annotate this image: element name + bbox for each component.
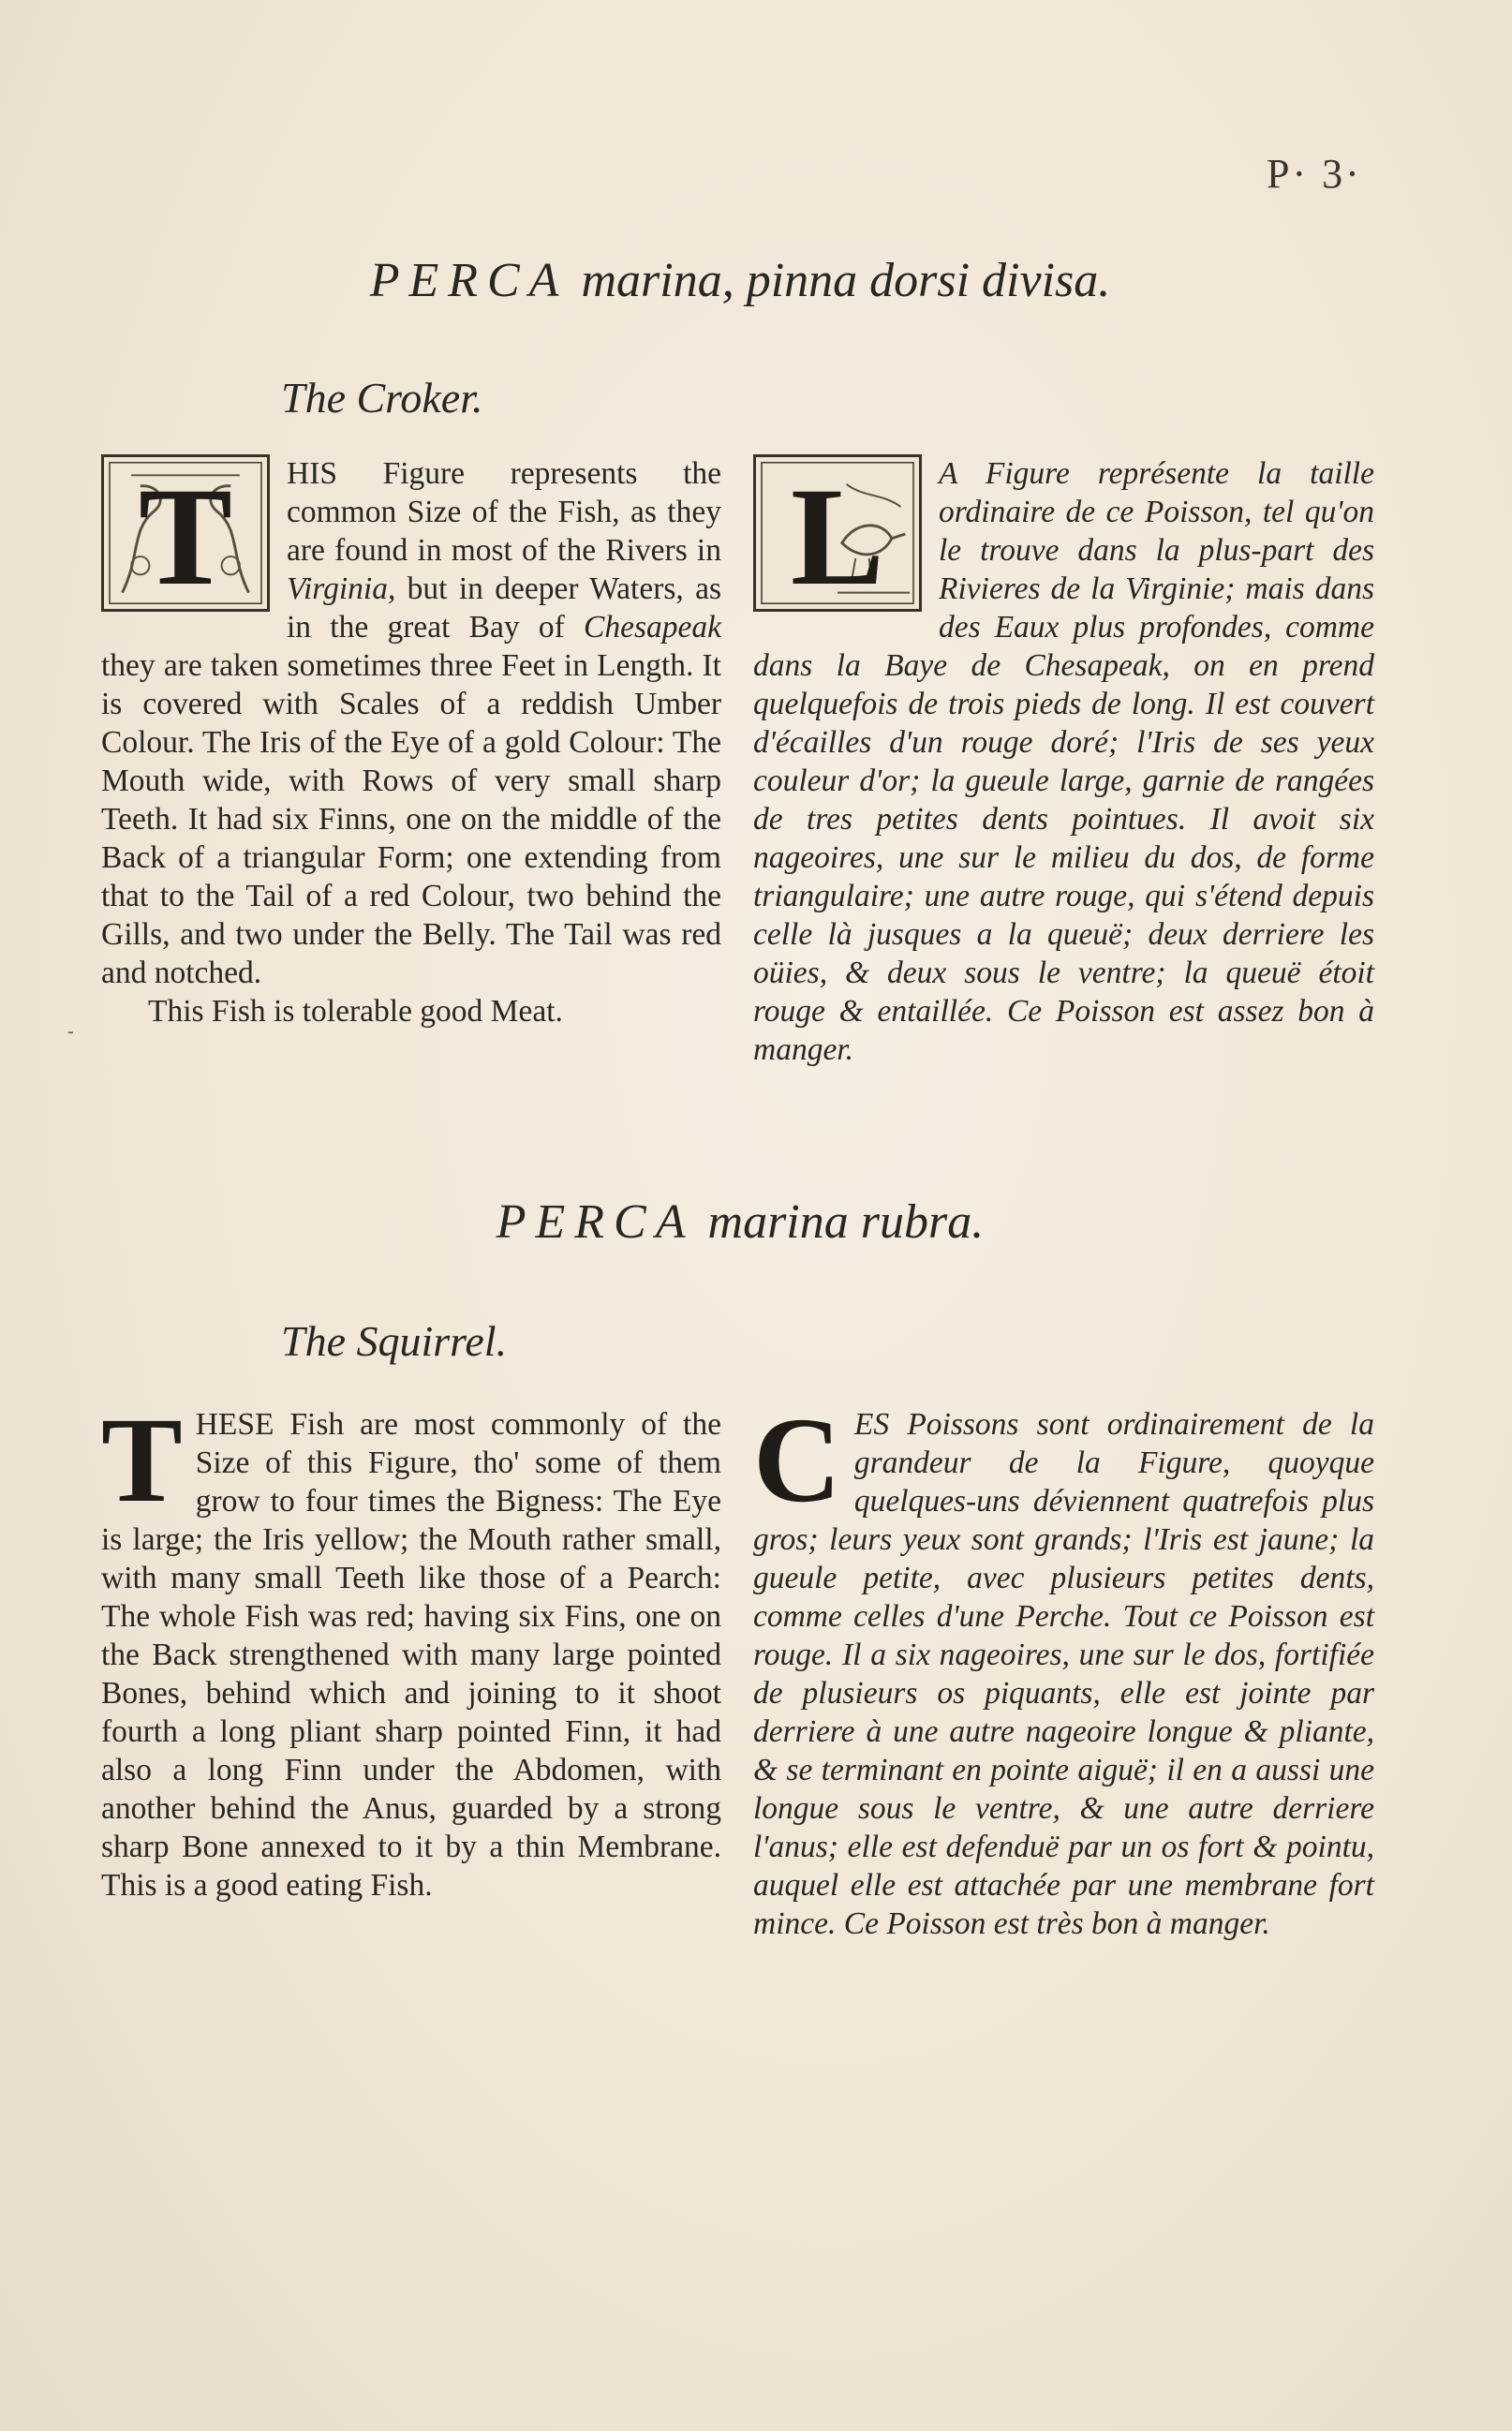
margin-mark: - <box>67 1021 74 1042</box>
english-paragraph-1c: they are taken sometimes three Feet in Length. It is covered with Scales of a reddish Umber Colour. The Iris of the Eye of a gold Colour: The Mouth wide, with Rows of very small sharp Teeth. It had six Finns, one on the middle of the Back of a triangular Form; one extending from that to the Tail of a red Colour, two behind the Gills, and two under the Belly. The Tail was red and notched. <box>101 648 721 990</box>
english-paragraph-1: HIS Figure represents the common Size of the Fish, as they are found in most of the Rivers in <box>287 456 721 568</box>
drop-letter: L <box>790 459 885 615</box>
title-genus: PERCA <box>369 254 569 307</box>
subtitle-squirrel: The Squirrel. <box>281 1317 508 1365</box>
title-species: marina rubra. <box>707 1195 985 1249</box>
place-virginia: Virginia, <box>287 571 396 606</box>
drop-letter: T <box>101 1393 183 1528</box>
title-species: marina, pinna dorsi divisa. <box>581 254 1111 307</box>
french-paragraph: ES Poissons sont ordinairement de la grandeur de la Figure, quoyque quelques-uns déviennent quatrefois plus gros; leurs yeux sont grands; l'Iris est jaune; la gueule petite, avec plusieurs petites dents, comme celles d'une Perche. Tout ce Poisson est rouge. Il a six nageoires, une sur le dos, fortifiée de plusieurs os piquants, elle est jointe par derriere à une autre nageoire longue & pliante, & se terminant en pointe aiguë; il en a aussi une longue sous le ventre, & une autre derriere l'anus; elle est defenduë par un os fort & pointu, auquel elle est attachée par une membrane fort mince. Ce Poisson est très bon à manger. <box>753 1407 1374 1941</box>
french-paragraph: A Figure représente la taille ordinaire de ce Poisson, tel qu'on le trouve dans la plus-part des Rivieres de la Virginie; mais dans des Eaux plus profondes, comme dans la Baye de Chesapeak, on en prend quelquefois de trois pieds de long. Il est couvert d'écailles d'un rouge doré; l'Iris de ses yeux couleur d'or; la gueule large, garnie de rangées de tres petites dents pointues. Il avoit six nageoires, une sur le milieu du dos, de forme triangulaire; une autre rouge, qui s'étend depuis celle là jusques a la queuë; deux derriere les oüies, & deux sous le ventre; la queuë étoit rouge & entaillée. Ce Poisson est assez bon à manger. <box>753 456 1374 1067</box>
english-paragraph: HESE Fish are most commonly of the Size of this Figure, tho' some of them grow to four times the Bigness: The Eye is large; the Iris yellow; the Mouth rather small, with many small Teeth like those of a Pearch: The whole Fish was red; having six Fins, one on the Back strengthened with many large pointed Bones, behind which and joining to it shoot fourth a long pliant sharp pointed Finn, it had also a long Finn under the Abdomen, with another behind the Anus, guarded by a strong sharp Bone annexed to it by a thin Membrane. This is a good eating Fish. <box>101 1407 721 1903</box>
drop-letter: C <box>753 1393 841 1528</box>
title-genus: PERCA <box>496 1195 695 1249</box>
ornamental-initial-t <box>101 454 270 615</box>
page-number: P· 3· <box>1267 151 1362 197</box>
section-title-squirrel <box>0 1194 1480 1250</box>
section-title-croker <box>0 253 1480 308</box>
french-text-croker <box>753 454 1374 1069</box>
french-text-squirrel <box>753 1393 1374 1943</box>
english-text-croker <box>101 454 721 1030</box>
english-text-squirrel <box>101 1393 721 1905</box>
place-chesapeak: Chesapeak <box>584 610 722 645</box>
ornamental-initial-l <box>753 454 922 615</box>
drop-letter: T <box>138 459 233 615</box>
english-paragraph-1b: but in deeper Waters, as in the great Bay of <box>287 571 721 645</box>
subtitle-croker: The Croker. <box>281 374 483 422</box>
english-paragraph-2: This Fish is tolerable good Meat. <box>148 994 563 1029</box>
